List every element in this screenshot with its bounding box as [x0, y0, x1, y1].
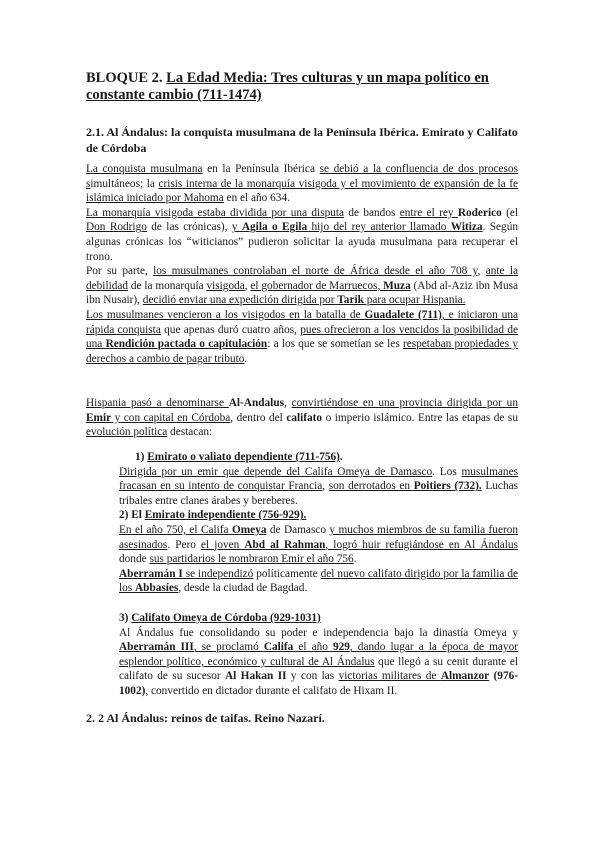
stage-2-text-b: Aberramán I se independizó políticamente del nuevo califato dirigido por la familia de los Abbasíes, desde la ciudad de Bagdad. — [119, 567, 518, 595]
stage-1-text: Dirigida por un emir que depende del Califa Omeya de Damasco. Los musulmanes fracasan en su intento de conquistar Francia, son derrotados en Poitiers (732). Luchas tribales entre clanes árabes y bereberes. — [119, 465, 518, 507]
al-andalus-text — [86, 396, 518, 440]
stage-1-heading: 1) Emirato o valiato dependiente (711-756). — [135, 451, 343, 463]
section-title-2-1: 2.1. Al Ándalus: la conquista musulmana de la Península Ibérica. Emirato y Califato de Córdoba — [86, 125, 518, 155]
stage-3-heading: 3) Califato Omeya de Córdoba (929-1031) — [119, 612, 321, 624]
paragraph-conquest: La conquista musulmana en la Península Ibérica se debió a la confluencia de dos procesos simultáneos; la crisis interna de la monarquía visigoda y el movimiento de expansión de la fe islámica iniciado por Mahoma en el año 634. — [86, 163, 519, 205]
section-title-2-2: 2. 2 Al Ándalus: reinos de taifas. Reino Nazarí. — [86, 711, 325, 725]
document-title: BLOQUE 2. La Edad Media: Tres culturas y un mapa político en constante cambio (711-1474) — [86, 70, 489, 103]
stage-2-text: En el año 750, el Califa Omeya de Damasco y muchos miembros de su familia fueron asesinados. Pero el joven Abd al Rahman, logró huir refugiándose en Al Ándalus donde sus partidarios le nombraron Emir el año 756. — [119, 523, 519, 566]
paragraph-visigoths: La monarquía visigoda estaba dividida por una disputa de bandos entre el rey Roderico (el Don Rodrigo de las crónicas), y Agila o Egila hijo del rey anterior llamado Witiza. Según algunas crónicas los “witicianos” pudieron solicitar la ayuda musulmana para recuperar el trono. — [86, 206, 519, 263]
stages-list — [119, 450, 518, 596]
paragraph-north-africa: Por su parte, los musulmanes controlaban el norte de África desde el año 708 y, ante la debilidad de la monarquía visigoda, el gobernador de Marruecos, Muza (Abd al-Aziz ibn Musa ibn Nusair), decidió enviar una expedición dirigida por Tarik para ocupar Hispania. — [86, 265, 519, 307]
intro-text — [86, 162, 518, 366]
stage-2-heading: 2) El Emirato independiente (756-929). — [119, 509, 307, 522]
stage-3-text: Al Ándalus fue consolidando su poder e independencia bajo la dinastía Omeya y Aberramán III, se proclamó Califa el año 929, dando lugar a la época de mayor esplendor político, económico y cultural de Al Ándalus que llegó a su cenit durante el califato de su sucesor Al Hakan II y con las victorias militares de Almanzor (976-1002), convertido en dictador durante el califato de Hixam II. — [119, 626, 519, 697]
paragraph-al-andalus: Hispania pasó a denominarse Al-Andalus, convirtiéndose en una provincia dirigida por un Emir y con capital en Córdoba, dentro del califato o imperio islámico. Entre las etapas de su evolución política destacan: — [86, 397, 518, 439]
stage-3-block — [119, 611, 518, 699]
paragraph-guadalete: Los musulmanes vencieron a los visigodos en la batalla de Guadalete (711), e iniciaron una rápida conquista que apenas duró cuatro años, pues ofrecieron a los vencidos la posibilidad de una Rendición pactada o capitulación: a los que se sometían se les respetaban propiedades y derechos a cambio de pagar tributo. — [86, 308, 518, 365]
